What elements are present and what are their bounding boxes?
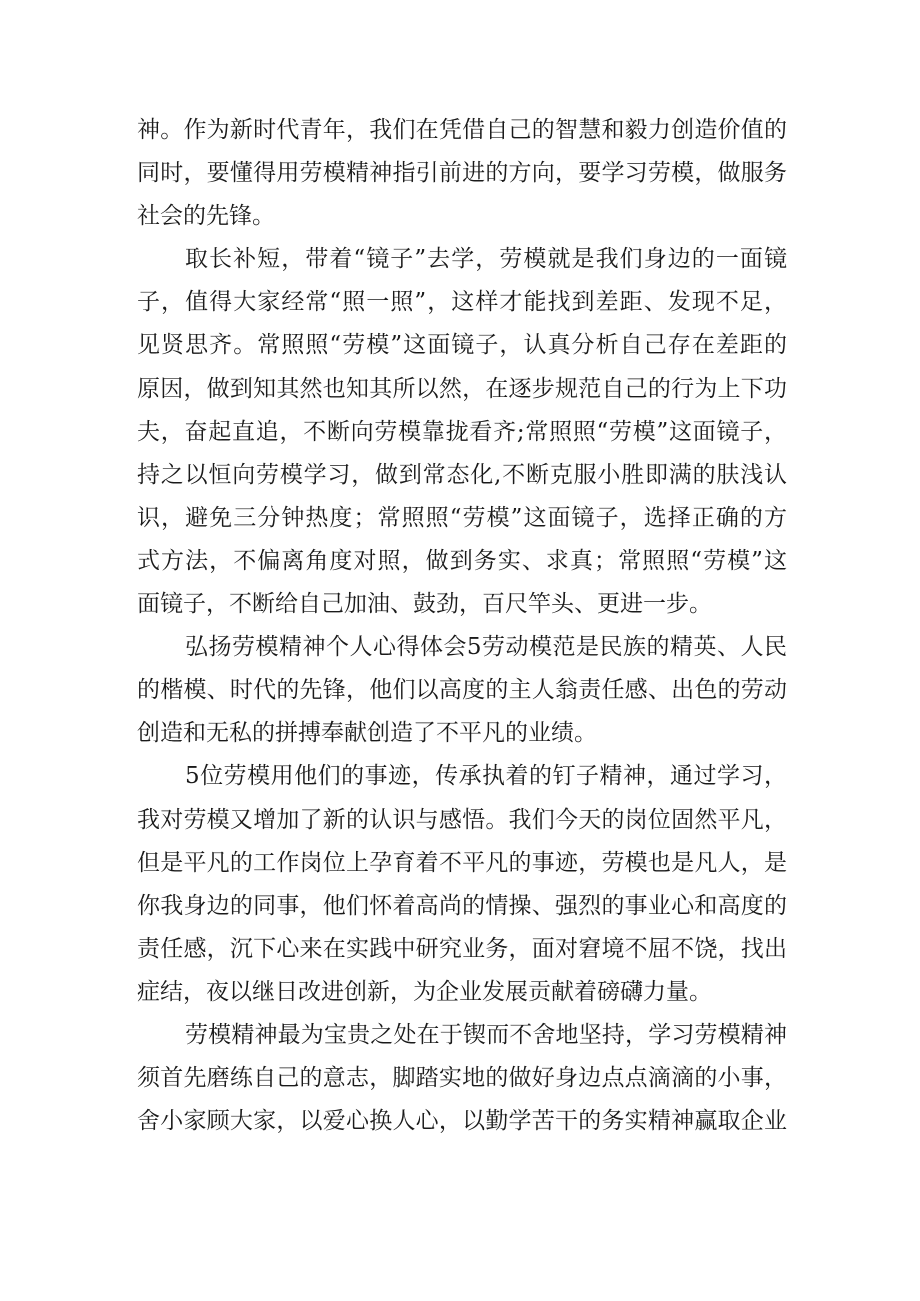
text-line: 同时，要懂得用劳模精神指引前进的方向，要学习劳模，做服务 xyxy=(137,160,787,187)
text-line: 劳模精神最为宝贵之处在于锲而不舍地坚持，学习劳模精神 xyxy=(185,1021,787,1048)
text-line: 式方法，不偏离角度对照，做到务实、求真；常照照“劳模”这 xyxy=(137,547,787,574)
text-line: 面镜子，不断给自己加油、鼓劲，百尺竿头、更进一步。 xyxy=(137,591,712,618)
text-line: 症结，夜以继日改进创新，为企业发展贡献着磅礴力量。 xyxy=(137,978,712,1005)
text-line: 的楷模、时代的先锋，他们以高度的主人翁责任感、出色的劳动 xyxy=(137,677,787,704)
text-line: 夫，奋起直追，不断向劳模靠拢看齐;常照照“劳模”这面镜子， xyxy=(137,418,787,445)
text-line: 原因，做到知其然也知其所以然，在逐步规范自己的行为上下功 xyxy=(137,375,787,402)
text-line: 社会的先锋。 xyxy=(137,203,275,230)
document-body xyxy=(137,109,787,1143)
text-line: 取长补短，带着“镜子”去学，劳模就是我们身边的一面镜 xyxy=(185,246,787,273)
text-line: 弘扬劳模精神个人心得体会5劳动模范是民族的精英、人民 xyxy=(185,634,787,661)
text-line: 舍小家顾大家，以爱心换人心，以勤学苦干的务实精神赢取企业 xyxy=(137,1108,787,1135)
text-line: 持之以恒向劳模学习，做到常态化,不断克服小胜即满的肤浅认 xyxy=(137,461,787,488)
text-line: 子，值得大家经常“照一照”，这样才能找到差距、发现不足， xyxy=(137,289,787,316)
text-line: 创造和无私的拼搏奉献创造了不平凡的业绩。 xyxy=(137,720,597,747)
text-line: 但是平凡的工作岗位上孕育着不平凡的事迹，劳模也是凡人，是 xyxy=(137,849,787,876)
text-line: 你我身边的同事，他们怀着高尚的情操、强烈的事业心和高度的 xyxy=(137,892,787,919)
text-line: 见贤思齐。常照照“劳模”这面镜子，认真分析自己存在差距的 xyxy=(137,332,787,359)
text-line: 识，避免三分钟热度；常照照“劳模”这面镜子，选择正确的方 xyxy=(137,504,787,531)
text-line: 我对劳模又增加了新的认识与感悟。我们今天的岗位固然平凡， xyxy=(137,806,787,833)
text-line: 责任感，沉下心来在实践中研究业务，面对窘境不屈不饶，找出 xyxy=(137,935,787,962)
text-line: 5位劳模用他们的事迹，传承执着的钉子精神，通过学习， xyxy=(185,763,787,790)
text-line: 神。作为新时代青年，我们在凭借自己的智慧和毅力创造价值的 xyxy=(137,117,787,143)
text-line: 须首先磨练自己的意志，脚踏实地的做好身边点点滴滴的小事， xyxy=(137,1065,787,1092)
